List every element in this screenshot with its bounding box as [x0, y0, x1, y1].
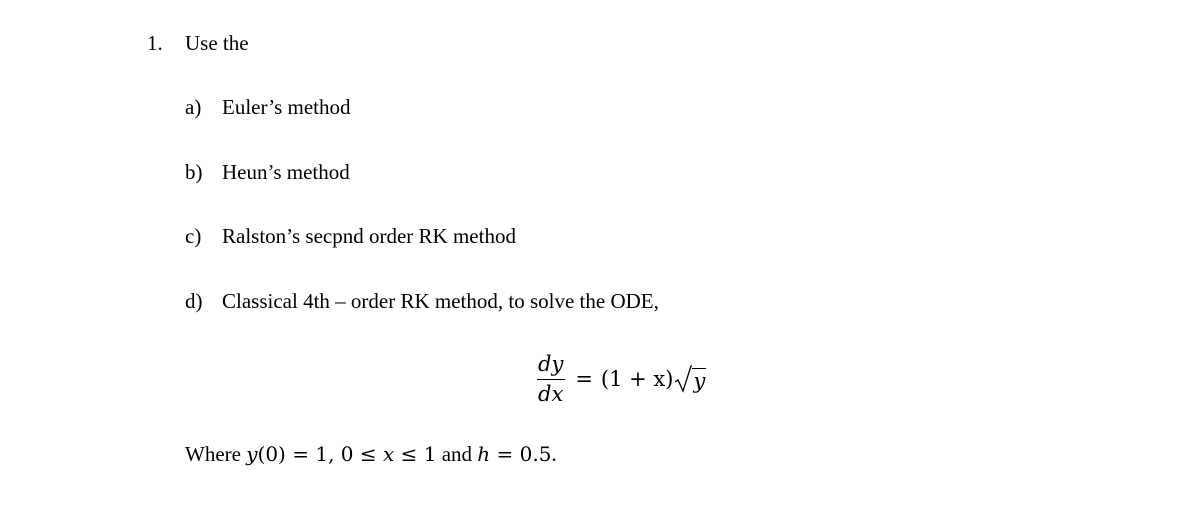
- radical-sign-icon: [674, 365, 692, 393]
- fraction-denominator: dx: [538, 381, 564, 406]
- rhs-prefix: (1 + x): [600, 367, 674, 391]
- and-word: and: [436, 442, 478, 466]
- fraction-bar: [537, 379, 565, 380]
- where-word: Where: [185, 442, 241, 466]
- item-d-text: Classical 4th – order RK method, to solve the ODE,: [222, 289, 659, 313]
- initial-function: y: [246, 442, 258, 466]
- ode-equation: [536, 349, 706, 409]
- item-b-text: Heun’s method: [222, 160, 350, 184]
- step-variable: h: [477, 442, 491, 466]
- square-root: [674, 365, 706, 393]
- derivative-fraction: [536, 351, 565, 406]
- item-d-label: d): [185, 289, 203, 313]
- question-number: 1.: [147, 31, 163, 55]
- item-a-label: a): [185, 95, 202, 119]
- item-b-label: b): [185, 160, 203, 184]
- item-c-label: c): [185, 224, 202, 248]
- initial-condition: = 1, 0 ≤: [285, 442, 383, 466]
- conditions-line: [185, 444, 557, 465]
- item-c-text: Ralston’s secpnd order RK method: [222, 224, 516, 248]
- sentence-period: .: [551, 442, 557, 466]
- item-a-text: Euler’s method: [222, 95, 351, 119]
- fraction-numerator: dy: [538, 351, 564, 376]
- initial-argument: (0): [257, 442, 286, 466]
- radicand: y: [693, 368, 706, 393]
- question-intro: Use the: [185, 31, 249, 55]
- step-value: = 0.5: [490, 442, 552, 466]
- equals-sign: =: [575, 367, 593, 391]
- range-variable: x: [382, 442, 395, 466]
- range-end: ≤ 1: [394, 442, 437, 466]
